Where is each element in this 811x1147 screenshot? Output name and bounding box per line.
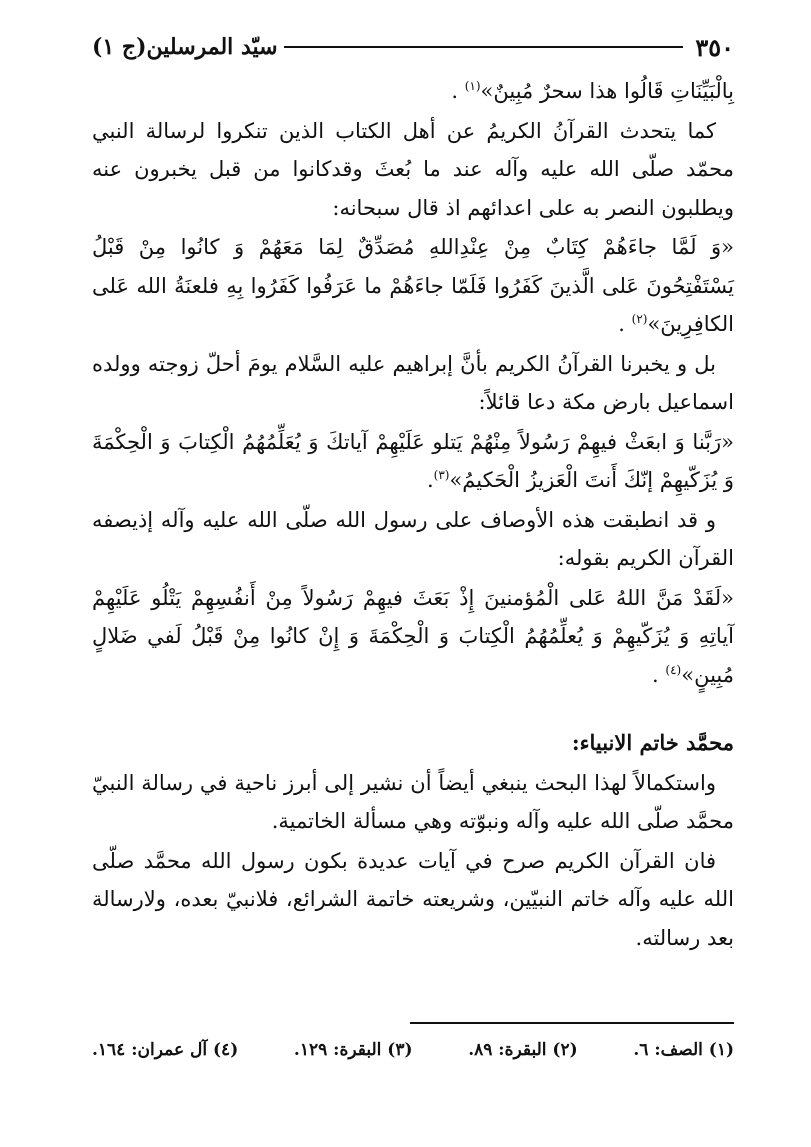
paragraph: بل و يخبرنا القرآنُ الكريم بأنَّ إبراهيم عليه السَّلام يومَ أحلّ زوجته وولده اسماعيل بارض مكة دعا قائلاً: bbox=[92, 351, 734, 414]
page-number: ٣٥٠ bbox=[695, 32, 734, 62]
footnote-marker: (٣) bbox=[433, 468, 450, 482]
footnote: (٤) آل عمران: ١٦٤. bbox=[92, 1040, 239, 1060]
paragraph: كما يتحدث القرآنُ الكريمُ عن أهل الكتاب الذين تنكروا لرسالة النبي محمّد صلّى الله عليه وآله عند ما بُعثَ وقدكانوا من قبل يخبرون عنه ويطلبون النصر به على اعدائهم اذ قال سبحانه: bbox=[92, 118, 734, 220]
page-header bbox=[92, 30, 734, 64]
footnote: (٣) البقرة: ١٢٩. bbox=[293, 1040, 413, 1060]
paragraph: و قد انطبقت هذه الأوصاف على رسول الله صلّى الله عليه وآله إذيصفه القرآن الكريم بقوله: bbox=[92, 507, 734, 570]
quran-quote: «لَقَدْ مَنَّ اللهُ عَلى الْمُؤمنينَ إِذْ بَعَثَ فيهِمْ رَسُولاً مِنْ أَنفُسِهِمْ يَتْلُو عَلَيْهِمْ آياتِهِ وَ يُزَكّيهِمْ وَ يُعلِّمُهُمُ الْكِتابَ وَ الْحِكْمَةَ وَ إِنْ كانُوا مِنْ قَبْلُ لَفي ضَلالٍ مُبِينٍ»$^{(٤)}$ . bbox=[92, 585, 734, 687]
quote-text: «وَ لَمَّا جاءَهُمْ كِتَابٌ مِنْ عِنْدِاللهِ مُصَدِّقٌ لِمَا مَعَهُمْ وَ كانُوا مِنْ قَبْلُ يَسْتَفْتِحُونَ عَلى الَّذينَ كَفَرُوا فَلَمّا جاءَهُمْ ما عَرَفُوا كَفَرُوا بِهِ فلعنَةُ الله عَلى الكافِرِينَ» bbox=[92, 235, 734, 336]
paragraph: واستكمالاً لهذا البحث ينبغي أيضاً أن نشير إلى أبرز ناحية في رسالة النبيّ محمَّد صلّى الله عليه وآله ونبوّته وهي مسألة الخاتمية. bbox=[92, 770, 734, 833]
section-title: محمَّد خاتم الانبياء: bbox=[571, 730, 734, 755]
paragraph: بِالْبَيِّنَاتِ قَالُوا هذا سحرٌ مُبِينٌ»$^{(١)}$ . bbox=[451, 79, 734, 103]
quran-quote: «رَبَّنا وَ ابعَثْ فيهِمْ رَسُولاً مِنْهُمْ يَتلو عَلَيْهِمْ آياتكَ وَ يُعَلِّمُهُمُ الْكِتابَ وَ الْحِكْمَةَ وَ يُزَكّيهِمْ إنّكَ أَنتَ الْعَزيزُ الْحَكيمُ»$^{(٣)}$. bbox=[92, 429, 734, 492]
footnote-rule bbox=[410, 1022, 734, 1024]
footnote: (٢) البقرة: ٨٩. bbox=[468, 1040, 578, 1060]
quran-quote: «وَ لَمَّا جاءَهُمْ كِتَابٌ مِنْ عِنْدِاللهِ مُصَدِّقٌ لِمَا مَعَهُمْ وَ كانُوا مِنْ قَبْلُ يَسْتَفْتِحُونَ عَلى الَّذينَ كَفَرُوا فَلَمّا جاءَهُمْ ما عَرَفُوا كَفَرُوا بِهِ فلعنَةُ الله عَلى الكافِرِينَ»$^{(٢)}$ . bbox=[92, 235, 734, 336]
paragraph: فان القرآن الكريم صرح في آيات عديدة بكون رسول الله محمَّد صلّى الله عليه وآله خاتم النبيّين، وشريعته خاتمة الشرائع، فلانبيّ بعده، ولارسالة بعد رسالته. bbox=[92, 848, 734, 950]
quote-text: «رَبَّنا وَ ابعَثْ فيهِمْ رَسُولاً مِنْهُمْ يَتلو عَلَيْهِمْ آياتكَ وَ يُعَلِّمُهُمُ الْكِتابَ وَ الْحِكْمَةَ وَ يُزَكّيهِمْ إنّكَ أَنتَ الْعَزيزُ الْحَكيمُ» bbox=[92, 429, 734, 492]
paragraph-text: بِالْبَيِّنَاتِ قَالُوا هذا سحرٌ مُبِينٌ» bbox=[480, 79, 734, 103]
footnotes bbox=[92, 1040, 734, 1074]
page-body bbox=[92, 72, 734, 958]
footnote-marker: (٤) bbox=[665, 662, 682, 677]
quote-text: «لَقَدْ مَنَّ اللهُ عَلى الْمُؤمنينَ إِذْ بَعَثَ فيهِمْ رَسُولاً مِنْ أَنفُسِهِمْ يَتْلُو عَلَيْهِمْ آياتِهِ وَ يُزَكّيهِمْ وَ يُعلِّمُهُمُ الْكِتابَ وَ الْحِكْمَةَ وَ إِنْ كانُوا مِنْ قَبْلُ لَفي ضَلالٍ مُبِينٍ» bbox=[92, 585, 734, 687]
footnote-marker: (١) bbox=[464, 79, 481, 93]
book-title: سيّد المرسلين(ج ١) bbox=[92, 34, 278, 60]
footnote-marker: (٢) bbox=[631, 312, 648, 326]
footnote: (١) الصف: ٦. bbox=[633, 1040, 734, 1060]
header-rule bbox=[284, 46, 684, 48]
